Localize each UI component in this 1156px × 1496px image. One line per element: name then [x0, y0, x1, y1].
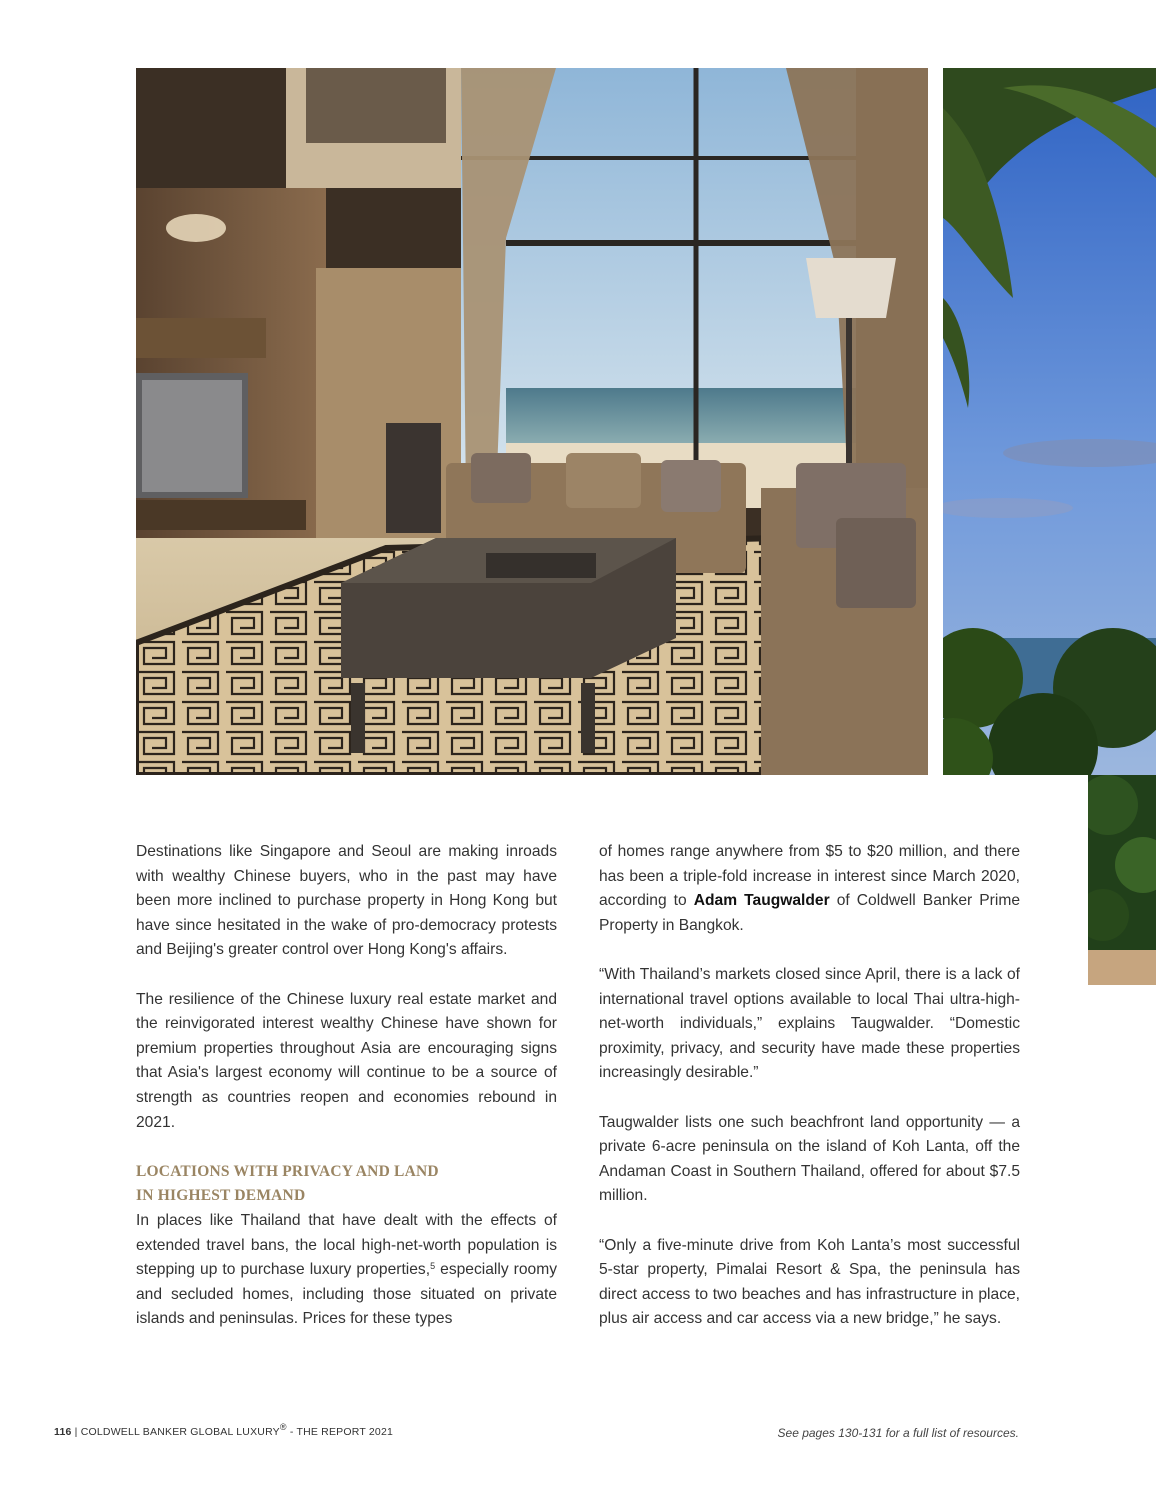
paragraph: [136, 1209, 557, 1332]
publication-name: COLDWELL BANKER GLOBAL LUXURY: [80, 1426, 280, 1438]
page-footer: [54, 1422, 394, 1438]
tropical-bay-photo-extension: [1088, 775, 1156, 985]
living-room-photo: [136, 68, 928, 775]
section-heading-line: IN HIGHEST DEMAND: [136, 1187, 306, 1205]
paragraph-text: In places like Thailand that have dealt with the effects of extended travel bans, the local high-net-worth population is stepping up to purchase luxury properties,: [136, 1211, 557, 1279]
right-text-column: [599, 840, 1020, 1332]
foliage-illustration: [1088, 775, 1156, 985]
person-name: Adam Taugwalder: [693, 892, 830, 910]
paragraph-text: of homes range anywhere from $5 to $20 million, and there has been a triple-fold increase in interest since March 2020, according to: [599, 843, 1020, 910]
tropical-bay-photo: [943, 68, 1156, 775]
paragraph: “Only a five-minute drive from Koh Lanta’s most successful 5-star property, Pimalai Resort & Spa, the peninsula has direct access to two beaches and has infrastructure in place, plus air access and car access via a new bridge,” he says.: [599, 1236, 1020, 1328]
paragraph: Destinations like Singapore and Seoul are making inroads with wealthy Chinese buyers, who in the past may have been more inclined to purchase property in Hong Kong but have since hesitated in the wake of pro-democracy protests and Beijing's greater control over Hong Kong's affairs.: [136, 843, 557, 959]
page-number: 116: [54, 1426, 72, 1438]
paragraph: Taugwalder lists one such beachfront land opportunity — a private 6-acre peninsula on the island of Koh Lanta, off the Andaman Coast in Southern Thailand, offered for about $7.5 million.: [599, 1113, 1020, 1205]
paragraph: The resilience of the Chinese luxury real estate market and the reinvigorated interest wealthy Chinese have shown for premium properties throughout Asia are encouraging signs that Asia's largest economy will continue to be a source of strength as countries reopen and economies rebound in 2021.: [136, 990, 557, 1131]
tropical-bay-illustration: [943, 68, 1156, 775]
paragraph-text: especially roomy and secluded homes, including those situated on private islands and peninsulas. Prices for these types: [136, 1261, 558, 1328]
left-text-column: [136, 840, 557, 1332]
publication-suffix: - THE REPORT 2021: [286, 1426, 394, 1438]
paragraph: [599, 840, 1020, 938]
section-heading: [136, 1160, 557, 1209]
paragraph-text: of Coldwell Banker Prime Property in Bangkok.: [599, 892, 1020, 934]
footnote-reference[interactable]: 5: [430, 1261, 436, 1272]
section-heading-line: LOCATIONS WITH PRIVACY AND LAND: [136, 1162, 439, 1180]
registered-mark: ®: [279, 1422, 287, 1432]
living-room-illustration: [136, 68, 928, 775]
paragraph: “With Thailand’s markets closed since April, there is a lack of international travel options available to local Thai ultra-high-net-worth individuals,” explains Taugwalder. “Domestic proximity, privacy, and security have made these properties increasingly desirable.”: [599, 965, 1020, 1082]
footer-separator: |: [71, 1426, 81, 1438]
resources-note[interactable]: See pages 130-131 for a full list of resources.: [777, 1426, 1019, 1440]
